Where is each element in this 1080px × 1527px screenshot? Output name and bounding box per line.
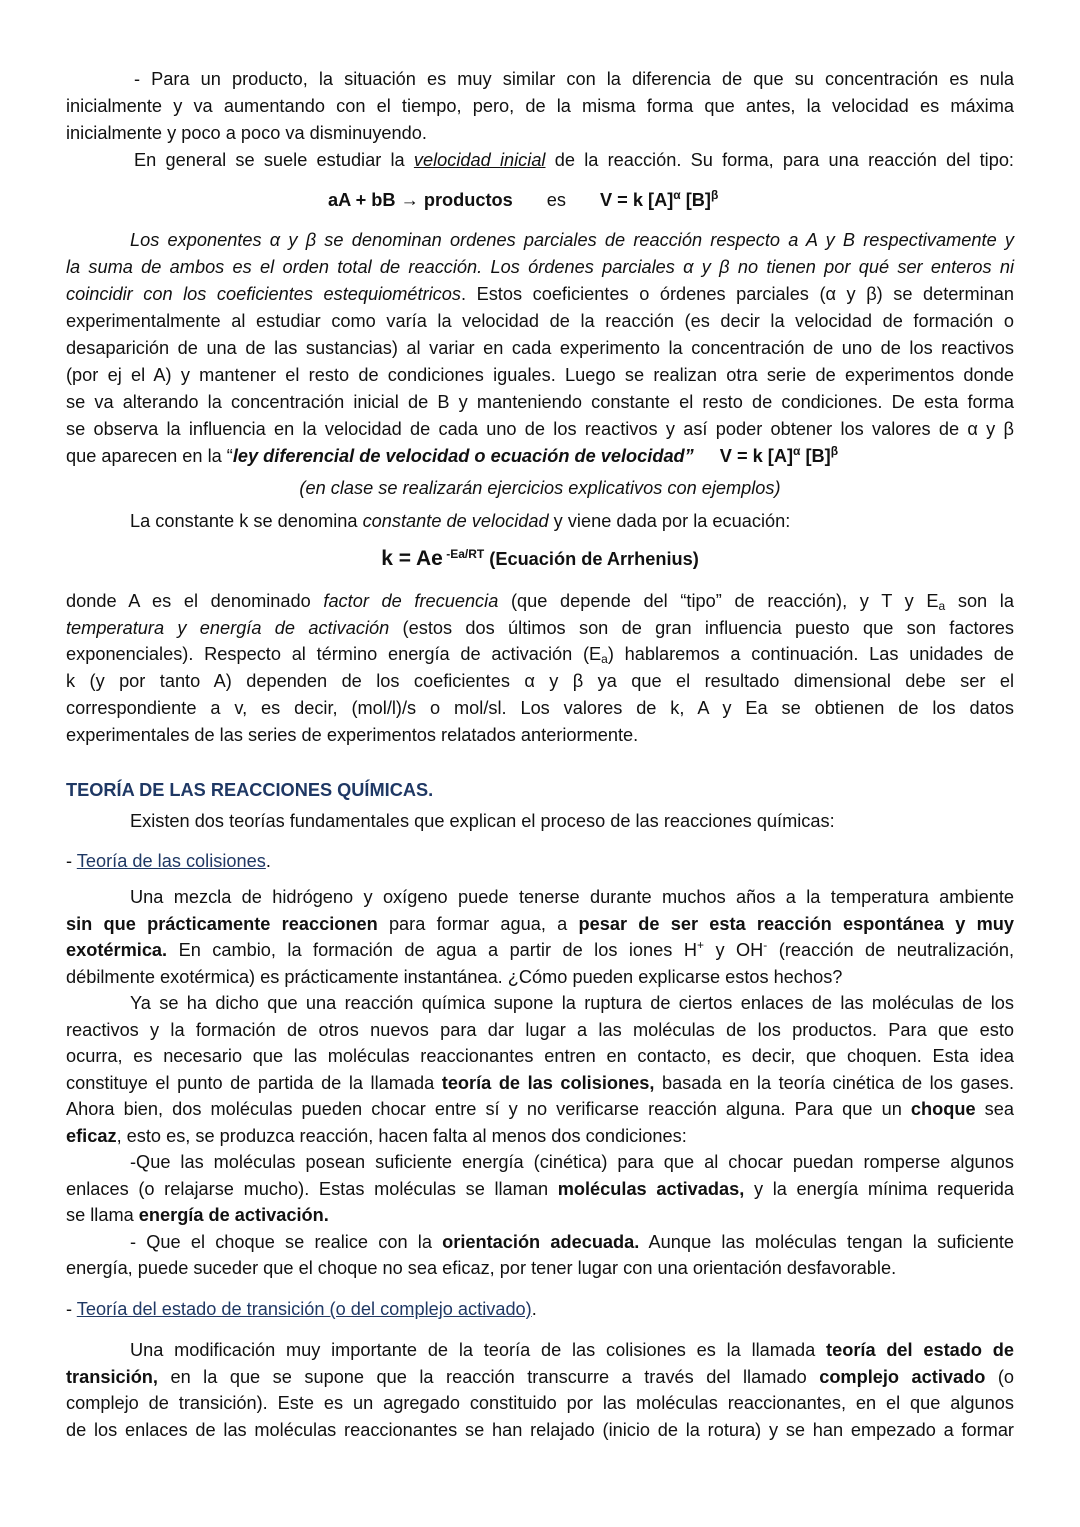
text: . <box>265 851 271 871</box>
text: basada en la teoría cinética de los gases. <box>654 1073 1014 1093</box>
text: y la energía mínima requerida <box>744 1179 1014 1199</box>
emphasis-velocidad-inicial: velocidad inicial <box>413 150 546 170</box>
text: , esto es, se produzca reacción, hacen falta al menos dos condiciones: <box>116 1126 687 1146</box>
emphasis: exotérmica. <box>66 940 168 960</box>
text: Ahora bien, dos moléculas pueden chocar entre sí y no verificarse reacción alguna. Para que un <box>66 1099 911 1119</box>
text: la suma de ambos es el orden total de reacción. Los órdenes parciales α y β no tienen por qué ser enteros ni <box>66 257 1014 277</box>
text-line <box>66 1202 1014 1229</box>
text: se llama <box>66 1205 139 1225</box>
rate-law: V = k [A] <box>599 190 674 210</box>
text: Los exponentes α y β se denominan ordenes parciales de reacción respecto a A y B respectivamente y <box>130 230 1014 250</box>
emphasis: orientación adecuada. <box>442 1232 640 1252</box>
text-line <box>66 695 1014 722</box>
text: se observa la influencia en la velocidad de cada uno de los reactivos y así poder obtener los valores de α y β <box>66 419 1014 439</box>
text: ) hablaremos a continuación. Las unidades de <box>607 644 1014 664</box>
text-line <box>66 1255 1014 1282</box>
text-line <box>130 1337 1014 1364</box>
text: experimentalmente al estudiar como varía la velocidad de la reacción (es decir la velocidad de formación o <box>66 311 1014 331</box>
text: coincidir con los coeficientes estequiométricos <box>66 284 461 304</box>
text: Una mezcla de hidrógeno y oxígeno puede tenerse durante muchos años a la temperatura ambiente <box>130 887 1014 907</box>
text-line <box>134 147 1014 174</box>
text: exponenciales). Respecto al término energía de activación (E <box>66 644 602 664</box>
text: en la que se supone que la reacción transcurre a través del llamado <box>157 1367 820 1387</box>
emphasis-ley-diferencial: ley diferencial de velocidad o ecuación de velocidad <box>232 446 685 466</box>
emphasis: moléculas activadas, <box>557 1179 745 1199</box>
text: - Para un producto, la situación es muy similar con la diferencia de que su concentración es nula <box>134 69 1014 89</box>
emphasis: teoría de las colisiones, <box>441 1073 655 1093</box>
text-line <box>66 362 1014 389</box>
text: son la <box>945 591 1014 611</box>
text: k (y por tanto A) dependen de los coeficientes α y β ya que el resultado dimensional debe ser el <box>66 671 1014 691</box>
text: débilmente exotérmica) es prácticamente instantánea. ¿Cómo pueden explicarse estos hechos? <box>66 967 843 987</box>
text: - <box>66 851 77 871</box>
equation-k: k = Ae <box>381 547 443 570</box>
emphasis: sin que prácticamente reaccionen <box>66 914 378 934</box>
text: - Que el choque se realice con la <box>130 1232 443 1252</box>
exponent-beta: β <box>710 188 719 202</box>
text-line <box>66 1043 1014 1070</box>
text-line <box>66 308 1014 335</box>
subsection-estado-transicion <box>66 1296 1014 1323</box>
text: constituye el punto de partida de la llamada <box>66 1073 442 1093</box>
subscript: a <box>938 599 946 613</box>
text-line <box>66 588 1014 615</box>
text-line <box>66 416 1014 443</box>
text-line <box>66 254 1014 281</box>
text-line <box>130 227 1014 254</box>
text-line <box>130 508 1014 535</box>
text: Existen dos teorías fundamentales que explican el proceso de las reacciones químicas: <box>130 811 835 831</box>
text: En general se suele estudiar la <box>134 150 414 170</box>
text: (estos dos últimos son de gran influencia puesto que son factores <box>389 618 1014 638</box>
text-line <box>66 389 1014 416</box>
text: de la reacción. Su forma, para una reacción del tipo: <box>545 150 1014 170</box>
text: (que depende del “tipo” de reacción), y T y E <box>498 591 939 611</box>
emphasis: transición, <box>66 1367 158 1387</box>
text: Aunque las moléculas tengan la suficiente <box>639 1232 1014 1252</box>
rate-law: [B] <box>800 446 831 466</box>
text-line <box>66 615 1014 642</box>
text-line <box>66 1123 1014 1150</box>
text: reactivos y la formación de otros nuevos para dar lugar a las moléculas de los productos. Para que esto <box>66 1020 1014 1040</box>
exponent-alpha: α <box>673 188 681 202</box>
text-line <box>66 1390 1014 1417</box>
text: complejo de transición). Este es un agregado constituido por las moléculas reaccionantes, en el que algunos <box>66 1393 1014 1413</box>
text-line <box>66 641 1014 668</box>
text: y OH <box>703 940 764 960</box>
text: - <box>66 1299 77 1319</box>
section-heading <box>66 777 1014 804</box>
text: correspondiente a v, es decir, (mol/l)/s o mol/sl. Los valores de k, A y Ea se obtienen de los datos <box>66 698 1014 718</box>
emphasis: teoría del estado de <box>826 1340 1014 1360</box>
superscript: + <box>696 938 704 952</box>
text: (por ej el A) y mantener el resto de condiciones iguales. Luego se realizan otra serie de experimentos donde <box>66 365 1014 385</box>
emphasis: energía de activación. <box>138 1205 329 1225</box>
text: . <box>531 1299 537 1319</box>
text-line <box>66 1096 1014 1123</box>
text-line <box>66 911 1014 938</box>
superscript: - <box>763 938 768 952</box>
equation-exponent: -Ea/RT <box>442 547 485 561</box>
emphasis: choque <box>910 1099 976 1119</box>
text-line <box>130 990 1014 1017</box>
emphasis: temperatura y energía de activación <box>66 618 390 638</box>
text-line <box>66 335 1014 362</box>
text: para formar agua, a <box>377 914 579 934</box>
text-line <box>66 475 1014 502</box>
text: se va alterando la concentración inicial de B y manteniendo constante el resto de condiciones. De esta forma <box>66 392 1014 412</box>
emphasis: eficaz <box>66 1126 117 1146</box>
text: inicialmente y poco a poco va disminuyendo. <box>66 123 427 143</box>
text-line <box>130 1229 1014 1256</box>
text-line <box>130 884 1014 911</box>
text-line <box>66 93 1014 120</box>
reaction-equation: aA + bB → productos <box>328 190 513 210</box>
text: sea <box>975 1099 1014 1119</box>
subsection-colisiones <box>66 848 1014 875</box>
subsection-title: Teoría de las colisiones <box>76 851 266 871</box>
text: de los enlaces de las moléculas reaccionantes se han relajado (inicio de la rotura) y se han empezado a formar <box>66 1420 1014 1440</box>
text: y viene dada por la ecuación: <box>548 511 791 531</box>
text-line <box>66 120 1014 147</box>
exponent-beta: β <box>830 444 839 458</box>
text: que aparecen en la “ <box>66 446 233 466</box>
exponent-alpha: α <box>793 444 801 458</box>
text: (o <box>985 1367 1014 1387</box>
text-line <box>66 1070 1014 1097</box>
rate-law: [B] <box>680 190 711 210</box>
text-line <box>66 668 1014 695</box>
text-line <box>66 937 1014 964</box>
text-line <box>130 808 1014 835</box>
text: La constante k se denomina <box>130 511 363 531</box>
text-line <box>66 281 1014 308</box>
text: desaparición de una de las sustancias) al variar en cada experimento la concentración de uno de los reactivos <box>66 338 1014 358</box>
text-line <box>130 1149 1014 1176</box>
text: energía, puede suceder que el choque no sea eficaz, por tener lugar con una orientación desfavorable. <box>66 1258 897 1278</box>
rate-law: V = k [A] <box>719 446 794 466</box>
text: ocurra, es necesario que las moléculas reaccionantes entren en contacto, es decir, que choquen. Esta idea <box>66 1046 1014 1066</box>
rate-equation <box>328 187 758 214</box>
text: -Que las moléculas posean suficiente energía (cinética) para que al chocar puedan romperse algunos <box>130 1152 1014 1172</box>
text: es <box>546 190 566 210</box>
text-line <box>66 1417 1014 1444</box>
text: Una modificación muy importante de la teoría de las colisiones es la llamada <box>130 1340 827 1360</box>
text-line <box>66 1017 1014 1044</box>
text-line <box>134 66 1014 93</box>
text-line <box>66 722 1014 749</box>
text: enlaces (o relajarse mucho). Estas moléculas se llaman <box>66 1179 558 1199</box>
arrhenius-equation <box>66 546 1014 573</box>
emphasis: constante de velocidad <box>362 511 549 531</box>
text: inicialmente y va aumentando con el tiempo, pero, de la misma forma que antes, la velocidad es máxima <box>66 96 1014 116</box>
text-line <box>66 964 1014 991</box>
subscript: a <box>601 652 608 666</box>
text-line <box>66 443 1014 470</box>
text: . Estos coeficientes o órdenes parciales (α y β) se determinan <box>460 284 1014 304</box>
heading-text: TEORÍA DE LAS REACCIONES QUÍMICAS. <box>66 780 434 800</box>
text: donde A es el denominado <box>66 591 324 611</box>
note: (en clase se realizarán ejercicios explicativos con ejemplos) <box>299 478 781 498</box>
text: ” <box>684 446 694 466</box>
equation-name: (Ecuación de Arrhenius) <box>484 549 699 569</box>
emphasis: pesar de ser esta reacción espontánea y muy <box>578 914 1015 934</box>
emphasis: factor de frecuencia <box>323 591 499 611</box>
subsection-title: Teoría del estado de transición (o del complejo activado) <box>76 1299 532 1319</box>
text: experimentales de las series de experimentos relatados anteriormente. <box>66 725 639 745</box>
text: Ya se ha dicho que una reacción química supone la ruptura de ciertos enlaces de las moléculas de los <box>130 993 1014 1013</box>
text: (reacción de neutralización, <box>767 940 1015 960</box>
text-line <box>66 1176 1014 1203</box>
text: En cambio, la formación de agua a partir de los iones H <box>167 940 697 960</box>
text-line <box>66 1364 1014 1391</box>
emphasis: complejo activado <box>819 1367 986 1387</box>
